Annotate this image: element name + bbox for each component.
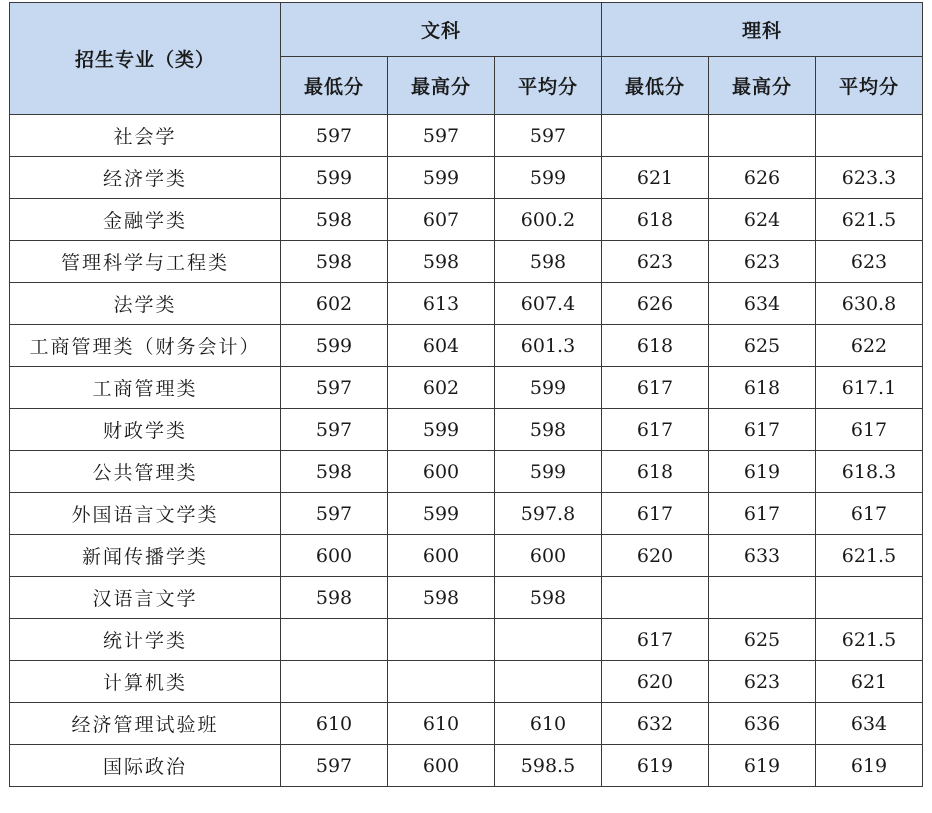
table-header [10,3,923,115]
science-max-cell: 619 [709,451,816,493]
arts-min-cell [281,619,388,661]
science-max-cell: 636 [709,703,816,745]
science-max-cell: 617 [709,493,816,535]
science-min-cell: 620 [602,535,709,577]
admission-scores-table [9,2,923,787]
arts-max-cell: 599 [388,409,495,451]
science-max-cell [709,577,816,619]
science-avg-cell: 617 [816,493,923,535]
arts-avg-cell: 607.4 [495,283,602,325]
header-row-groups [10,3,923,57]
science-group-header: 理科 [602,3,923,57]
arts-min-cell: 600 [281,535,388,577]
science-avg-cell [816,115,923,157]
arts-min-cell: 597 [281,745,388,787]
arts-avg-cell [495,661,602,703]
major-name-cell: 计算机类 [10,661,281,703]
arts-min-cell: 598 [281,199,388,241]
table-row [10,451,923,493]
arts-max-cell: 599 [388,493,495,535]
science-min-cell: 620 [602,661,709,703]
science-max-cell: 619 [709,745,816,787]
major-column-header: 招生专业（类） [10,3,281,115]
science-avg-cell: 617.1 [816,367,923,409]
arts-min-cell: 598 [281,451,388,493]
table-row [10,535,923,577]
major-name-cell: 金融学类 [10,199,281,241]
major-name-cell: 国际政治 [10,745,281,787]
science-max-cell: 634 [709,283,816,325]
arts-avg-cell: 598 [495,409,602,451]
table-body [10,115,923,787]
arts-max-cell [388,661,495,703]
arts-avg-cell: 597.8 [495,493,602,535]
major-name-cell: 公共管理类 [10,451,281,493]
science-max-cell: 633 [709,535,816,577]
science-min-cell: 617 [602,493,709,535]
arts-min-cell: 598 [281,577,388,619]
major-name-cell: 经济管理试验班 [10,703,281,745]
science-min-cell: 617 [602,619,709,661]
arts-max-header: 最高分 [388,57,495,115]
arts-min-cell [281,661,388,703]
science-avg-cell: 619 [816,745,923,787]
science-avg-cell: 618.3 [816,451,923,493]
science-min-cell: 617 [602,367,709,409]
arts-avg-cell: 599 [495,157,602,199]
science-avg-cell: 634 [816,703,923,745]
arts-max-cell: 599 [388,157,495,199]
science-min-cell: 618 [602,451,709,493]
science-max-cell: 623 [709,661,816,703]
arts-avg-cell: 599 [495,367,602,409]
arts-avg-header: 平均分 [495,57,602,115]
table-row [10,661,923,703]
table-row [10,325,923,367]
science-min-cell: 618 [602,199,709,241]
table-row [10,115,923,157]
arts-avg-cell: 597 [495,115,602,157]
science-avg-cell: 617 [816,409,923,451]
science-max-cell: 625 [709,619,816,661]
major-name-cell: 新闻传播学类 [10,535,281,577]
arts-max-cell: 597 [388,115,495,157]
table-row [10,745,923,787]
table-row [10,703,923,745]
arts-min-cell: 597 [281,409,388,451]
table-row [10,577,923,619]
arts-max-cell: 613 [388,283,495,325]
arts-max-cell: 602 [388,367,495,409]
science-avg-cell: 622 [816,325,923,367]
arts-max-cell: 600 [388,535,495,577]
major-name-cell: 工商管理类（财务会计） [10,325,281,367]
arts-group-header: 文科 [281,3,602,57]
science-avg-cell [816,577,923,619]
arts-avg-cell: 601.3 [495,325,602,367]
arts-max-cell [388,619,495,661]
arts-max-cell: 598 [388,577,495,619]
major-name-cell: 财政学类 [10,409,281,451]
major-name-cell: 管理科学与工程类 [10,241,281,283]
science-avg-cell: 621.5 [816,199,923,241]
major-name-cell: 法学类 [10,283,281,325]
table-row [10,619,923,661]
arts-max-cell: 604 [388,325,495,367]
table-row [10,493,923,535]
arts-avg-cell [495,619,602,661]
science-max-cell: 618 [709,367,816,409]
major-name-cell: 汉语言文学 [10,577,281,619]
arts-avg-cell: 600 [495,535,602,577]
science-avg-header: 平均分 [816,57,923,115]
science-avg-cell: 621.5 [816,619,923,661]
arts-avg-cell: 598 [495,577,602,619]
science-min-cell: 632 [602,703,709,745]
science-min-cell: 619 [602,745,709,787]
major-name-cell: 外国语言文学类 [10,493,281,535]
arts-max-cell: 610 [388,703,495,745]
arts-max-cell: 600 [388,451,495,493]
table-row [10,241,923,283]
major-name-cell: 工商管理类 [10,367,281,409]
science-avg-cell: 623.3 [816,157,923,199]
arts-max-cell: 598 [388,241,495,283]
science-max-cell [709,115,816,157]
arts-min-cell: 599 [281,325,388,367]
arts-min-cell: 602 [281,283,388,325]
science-avg-cell: 621 [816,661,923,703]
science-avg-cell: 621.5 [816,535,923,577]
science-max-cell: 625 [709,325,816,367]
arts-min-cell: 597 [281,367,388,409]
table-row [10,283,923,325]
science-max-cell: 617 [709,409,816,451]
major-name-cell: 社会学 [10,115,281,157]
table-row [10,157,923,199]
science-avg-cell: 623 [816,241,923,283]
science-max-header: 最高分 [709,57,816,115]
science-min-cell: 626 [602,283,709,325]
major-name-cell: 统计学类 [10,619,281,661]
arts-avg-cell: 610 [495,703,602,745]
science-min-header: 最低分 [602,57,709,115]
arts-avg-cell: 599 [495,451,602,493]
table-row [10,409,923,451]
science-min-cell: 623 [602,241,709,283]
arts-max-cell: 607 [388,199,495,241]
arts-min-cell: 597 [281,115,388,157]
science-min-cell [602,115,709,157]
major-name-cell: 经济学类 [10,157,281,199]
arts-avg-cell: 598.5 [495,745,602,787]
science-avg-cell: 630.8 [816,283,923,325]
science-min-cell [602,577,709,619]
arts-min-cell: 598 [281,241,388,283]
science-min-cell: 621 [602,157,709,199]
table-row [10,199,923,241]
science-min-cell: 617 [602,409,709,451]
arts-min-cell: 599 [281,157,388,199]
arts-max-cell: 600 [388,745,495,787]
arts-min-cell: 610 [281,703,388,745]
science-min-cell: 618 [602,325,709,367]
arts-avg-cell: 600.2 [495,199,602,241]
table-row [10,367,923,409]
arts-min-cell: 597 [281,493,388,535]
science-max-cell: 624 [709,199,816,241]
science-max-cell: 626 [709,157,816,199]
arts-min-header: 最低分 [281,57,388,115]
arts-avg-cell: 598 [495,241,602,283]
science-max-cell: 623 [709,241,816,283]
